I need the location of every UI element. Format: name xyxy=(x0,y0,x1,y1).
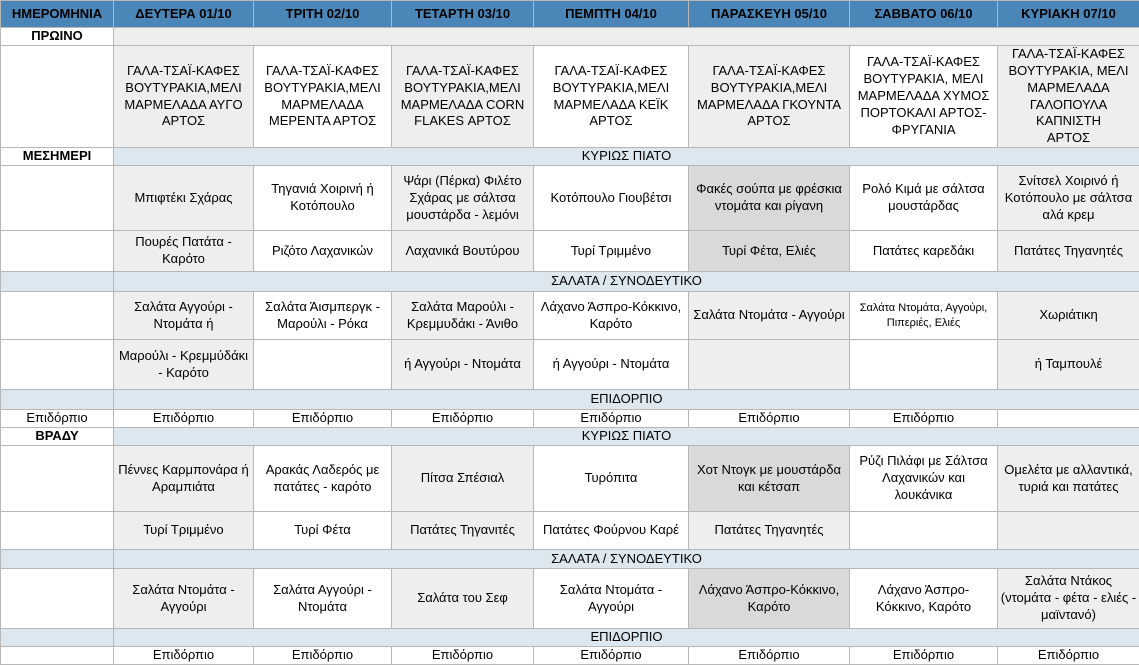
dinner-dessert-item: Επιδόρπιο xyxy=(850,647,998,665)
dinner-main-band: ΚΥΡΙΩΣ ΠΙΑΤΟ xyxy=(114,428,1139,446)
lunch-side-item: Πατάτες Τηγανητές xyxy=(998,231,1139,272)
dinner-salad-item: Λάχανο Άσπρο- Κόκκινο, Καρότο xyxy=(850,569,998,629)
breakfast-item: ΓΑΛΑ-ΤΣΑΪ-ΚΑΦΕΣ ΒΟΥΤΥΡΑΚΙΑ,ΜΕΛΙ ΜΑΡΜΕΛΑΔΑ ΜΕΡΕΝΤΑ ΑΡΤΟΣ xyxy=(254,45,392,147)
row-label-spacer xyxy=(1,340,114,390)
dinner-salad-item: Σαλάτα Αγγούρι - Ντομάτα xyxy=(254,569,392,629)
dinner-salad-item: Λάχανο Άσπρο-Κόκκινο, Καρότο xyxy=(689,569,850,629)
dinner-dessert-row xyxy=(1,647,1139,665)
dinner-main-row xyxy=(1,446,1139,512)
dinner-salad-band-row xyxy=(1,550,1139,569)
lunch-dessert-item: Επιδόρπιο xyxy=(534,410,689,428)
row-label-spacer xyxy=(1,231,114,272)
day-header-sun: ΚΥΡΙΑΚΗ 07/10 xyxy=(998,1,1139,28)
breakfast-band xyxy=(114,28,1139,46)
day-header-fri: ΠΑΡΑΣΚΕΥΗ 05/10 xyxy=(689,1,850,28)
lunch-label-row xyxy=(1,148,1139,166)
lunch-salad-band: ΣΑΛΑΤΑ / ΣΥΝΟΔΕΥΤΙΚΟ xyxy=(114,272,1139,292)
lunch-main-item: Ρολό Κιμά με σάλτσα μουστάρδας xyxy=(850,166,998,231)
breakfast-item: ΓΑΛΑ-ΤΣΑΪ-ΚΑΦΕΣ ΒΟΥΤΥΡΑΚΙΑ,ΜΕΛΙ ΜΑΡΜΕΛΑΔΑ ΓΚΟΥΝΤΑ ΑΡΤΟΣ xyxy=(689,45,850,147)
row-label-spacer xyxy=(1,166,114,231)
lunch-dessert-band-row xyxy=(1,390,1139,410)
lunch-main-item: Ψάρι (Πέρκα) Φιλέτο Σχάρας με σάλτσα μουστάρδα - λεμόνι xyxy=(392,166,534,231)
lunch-salad-item: ή Αγγούρι - Ντομάτα xyxy=(392,340,534,390)
breakfast-item: ΓΑΛΑ-ΤΣΑΪ-ΚΑΦΕΣ ΒΟΥΤΥΡΑΚΙΑ,ΜΕΛΙ ΜΑΡΜΕΛΑΔΑ ΚΕΪΚ ΑΡΤΟΣ xyxy=(534,45,689,147)
dinner-side-item: Πατάτες Φούρνου Καρέ xyxy=(534,512,689,550)
breakfast-row xyxy=(1,45,1139,147)
lunch-salad-item: Σαλάτα Ντομάτα - Αγγούρι xyxy=(689,292,850,340)
dinner-side-item xyxy=(850,512,998,550)
dinner-main-item: Πίτσα Σπέσιαλ xyxy=(392,446,534,512)
date-header: ΗΜΕΡΟΜΗΝΙΑ xyxy=(1,1,114,28)
day-header-sat: ΣΑΒΒΑΤΟ 06/10 xyxy=(850,1,998,28)
row-label-spacer xyxy=(1,446,114,512)
dinner-dessert-band: ΕΠΙΔΟΡΠΙΟ xyxy=(114,629,1139,647)
lunch-salad-item xyxy=(850,340,998,390)
dinner-side-row xyxy=(1,512,1139,550)
row-label-spacer xyxy=(1,272,114,292)
dinner-main-item: Αρακάς Λαδερός με πατάτες - καρότο xyxy=(254,446,392,512)
lunch-main-item: Φακές σούπα με φρέσκια ντομάτα και ρίγανη xyxy=(689,166,850,231)
breakfast-item: ΓΑΛΑ-ΤΣΑΪ-ΚΑΦΕΣ ΒΟΥΤΥΡΑΚΙΑ,ΜΕΛΙ ΜΑΡΜΕΛΑΔΑ ΑΥΓΟ ΑΡΤΟΣ xyxy=(114,45,254,147)
dinner-dessert-item: Επιδόρπιο xyxy=(689,647,850,665)
lunch-salad-item: ή Αγγούρι - Ντομάτα xyxy=(534,340,689,390)
dinner-main-item: Ομελέτα με αλλαντικά, τυριά και πατάτες xyxy=(998,446,1139,512)
breakfast-label-row xyxy=(1,28,1139,46)
row-label-spacer xyxy=(1,390,114,410)
lunch-main-band: ΚΥΡΙΩΣ ΠΙΑΤΟ xyxy=(114,148,1139,166)
dinner-main-item: Πέννες Καρμπονάρα ή Αραμπιάτα xyxy=(114,446,254,512)
lunch-main-item: Μπιφτέκι Σχάρας xyxy=(114,166,254,231)
header-row xyxy=(1,1,1139,28)
dinner-salad-item: Σαλάτα του Σεφ xyxy=(392,569,534,629)
lunch-salad-row-1 xyxy=(1,292,1139,340)
dinner-dessert-item: Επιδόρπιο xyxy=(392,647,534,665)
lunch-salad-band-row xyxy=(1,272,1139,292)
lunch-side-row xyxy=(1,231,1139,272)
lunch-side-item: Τυρί Φέτα, Ελιές xyxy=(689,231,850,272)
dinner-dessert-item: Επιδόρπιο xyxy=(254,647,392,665)
dinner-dessert-item: Επιδόρπιο xyxy=(534,647,689,665)
lunch-dessert-item: Επιδόρπιο xyxy=(1,410,114,428)
lunch-dessert-item: Επιδόρπιο xyxy=(392,410,534,428)
lunch-salad-item: Μαρούλι - Κρεμμύδάκι - Καρότο xyxy=(114,340,254,390)
lunch-main-item: Κοτόπουλο Γιουβέτσι xyxy=(534,166,689,231)
lunch-side-item: Τυρί Τριμμένο xyxy=(534,231,689,272)
lunch-side-item: Λαχανικά Βουτύρου xyxy=(392,231,534,272)
dinner-salad-row xyxy=(1,569,1139,629)
row-label-spacer xyxy=(1,512,114,550)
lunch-salad-item: Σαλάτα Άισμπεργκ - Μαρούλι - Ρόκα xyxy=(254,292,392,340)
lunch-label: ΜΕΣΗΜΕΡΙ xyxy=(1,148,114,166)
lunch-salad-item xyxy=(689,340,850,390)
lunch-dessert-item: Επιδόρπιο xyxy=(254,410,392,428)
dinner-label-row xyxy=(1,428,1139,446)
breakfast-label: ΠΡΩΙΝΟ xyxy=(1,28,114,46)
breakfast-item: ΓΑΛΑ-ΤΣΑΪ-ΚΑΦΕΣ ΒΟΥΤΥΡΑΚΙΑ, ΜΕΛΙ ΜΑΡΜΕΛΑΔΑ ΓΑΛΟΠΟΥΛΑ ΚΑΠΝΙΣΤΗ ΑΡΤΟΣ xyxy=(998,45,1139,147)
lunch-side-item: Ριζότο Λαχανικών xyxy=(254,231,392,272)
row-label-spacer xyxy=(1,292,114,340)
dinner-side-item: Τυρί Τριμμένο xyxy=(114,512,254,550)
dinner-side-item xyxy=(998,512,1139,550)
row-label-spacer xyxy=(1,550,114,569)
lunch-salad-item: Σαλάτα Αγγούρι - Ντομάτα ή xyxy=(114,292,254,340)
lunch-dessert-item: Επιδόρπιο xyxy=(689,410,850,428)
lunch-salad-row-2 xyxy=(1,340,1139,390)
breakfast-item: ΓΑΛΑ-ΤΣΑΪ-ΚΑΦΕΣ ΒΟΥΤΥΡΑΚΙΑ, ΜΕΛΙ ΜΑΡΜΕΛΑΔΑ ΧΥΜΟΣ ΠΟΡΤΟΚΑΛΙ ΑΡΤΟΣ- ΦΡΥΓΑΝΙΑ xyxy=(850,45,998,147)
day-header-mon: ΔΕΥΤΕΡΑ 01/10 xyxy=(114,1,254,28)
row-spacer xyxy=(998,410,1139,428)
dinner-main-item: Ρύζι Πιλάφι με Σάλτσα Λαχανικών και λουκάνικα xyxy=(850,446,998,512)
lunch-dessert-row xyxy=(1,410,1139,428)
dinner-dessert-band-row xyxy=(1,629,1139,647)
lunch-salad-item: Χωριάτικη xyxy=(998,292,1139,340)
dinner-label: ΒΡΑΔΥ xyxy=(1,428,114,446)
breakfast-row-label xyxy=(1,45,114,147)
dinner-salad-item: Σαλάτα Ντομάτα - Αγγούρι xyxy=(534,569,689,629)
day-header-thu: ΠΕΜΠΤΗ 04/10 xyxy=(534,1,689,28)
lunch-salad-item: Σαλάτα Μαρούλι - Κρεμμυδάκι - Άνιθο xyxy=(392,292,534,340)
lunch-dessert-item: Επιδόρπιο xyxy=(850,410,998,428)
row-label-spacer xyxy=(1,569,114,629)
dinner-dessert-item: Επιδόρπιο xyxy=(114,647,254,665)
dinner-salad-item: Σαλάτα Ντομάτα - Αγγούρι xyxy=(114,569,254,629)
dinner-side-item: Πατάτες Τηγανιτές xyxy=(392,512,534,550)
day-header-wed: ΤΕΤΑΡΤΗ 03/10 xyxy=(392,1,534,28)
dinner-side-item: Πατάτες Τηγανητές xyxy=(689,512,850,550)
lunch-dessert-item: Επιδόρπιο xyxy=(114,410,254,428)
dinner-salad-item: Σαλάτα Ντάκος (ντομάτα - φέτα - ελιές - μαϊντανό) xyxy=(998,569,1139,629)
lunch-salad-item: Λάχανο Άσπρο-Κόκκινο, Καρότο xyxy=(534,292,689,340)
lunch-main-row xyxy=(1,166,1139,231)
dinner-main-item: Τυρόπιτα xyxy=(534,446,689,512)
lunch-salad-item xyxy=(254,340,392,390)
lunch-main-item: Σνίτσελ Χοιρινό ή Κοτόπουλο με σάλτσα αλά κρεμ xyxy=(998,166,1139,231)
breakfast-item: ΓΑΛΑ-ΤΣΑΪ-ΚΑΦΕΣ ΒΟΥΤΥΡΑΚΙΑ,ΜΕΛΙ ΜΑΡΜΕΛΑΔΑ CORN FLAKES ΑΡΤΟΣ xyxy=(392,45,534,147)
dinner-salad-band: ΣΑΛΑΤΑ / ΣΥΝΟΔΕΥΤΙΚΟ xyxy=(114,550,1139,569)
lunch-dessert-band: ΕΠΙΔΟΡΠΙΟ xyxy=(114,390,1139,410)
lunch-salad-item: Σαλάτα Ντομάτα, Αγγούρι, Πιπεριές, Ελιές xyxy=(850,292,998,340)
dinner-main-item: Χοτ Ντογκ με μουστάρδα και κέτσαπ xyxy=(689,446,850,512)
lunch-main-item: Τηγανιά Χοιρινή ή Κοτόπουλο xyxy=(254,166,392,231)
lunch-side-item: Πουρές Πατάτα - Καρότο xyxy=(114,231,254,272)
dinner-side-item: Τυρί Φέτα xyxy=(254,512,392,550)
lunch-side-item: Πατάτες καρεδάκι xyxy=(850,231,998,272)
day-header-tue: ΤΡΙΤΗ 02/10 xyxy=(254,1,392,28)
lunch-salad-item: ή Ταμπουλέ xyxy=(998,340,1139,390)
row-label-spacer xyxy=(1,629,114,647)
dinner-dessert-item: Επιδόρπιο xyxy=(998,647,1139,665)
row-label-spacer xyxy=(1,647,114,665)
